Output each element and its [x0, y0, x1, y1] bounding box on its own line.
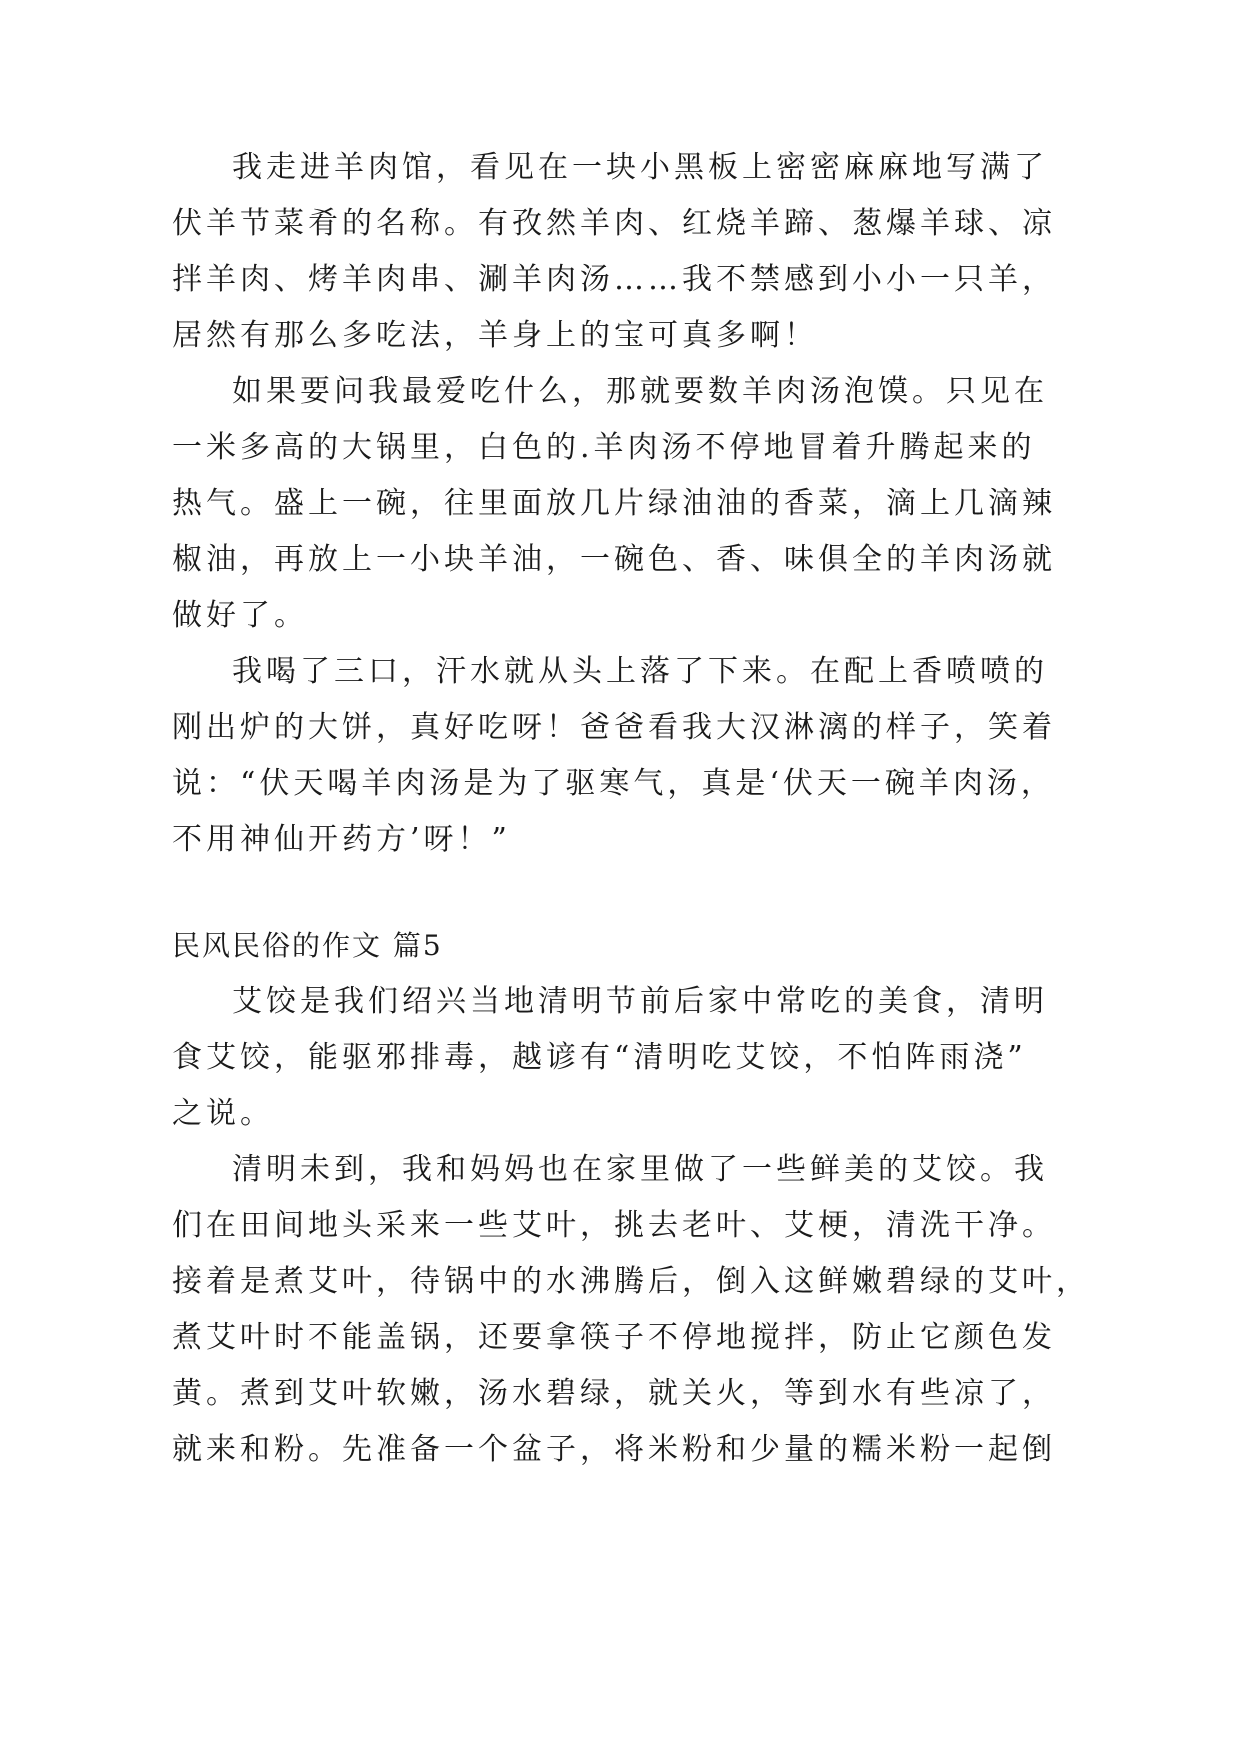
paragraph-line: 艾饺是我们绍兴当地清明节前后家中常吃的美食，清明 [232, 984, 1048, 1019]
paragraph-line: 接着是煮艾叶，待锅中的水沸腾后，倒入这鲜嫩碧绿的艾叶， [172, 1264, 1090, 1299]
paragraph-line: 椒油，再放上一小块羊油，一碗色、香、味俱全的羊肉汤就 [172, 542, 1056, 577]
paragraph-line: 不用神仙开药方’呀！” [172, 822, 511, 857]
paragraph-line: 刚出炉的大饼，真好吃呀！爸爸看我大汉淋漓的样子，笑着 [172, 710, 1056, 745]
paragraph-line: 伏羊节菜肴的名称。有孜然羊肉、红烧羊蹄、葱爆羊球、凉 [172, 206, 1056, 241]
paragraph-line: 拌羊肉、烤羊肉串、涮羊肉汤……我不禁感到小小一只羊， [172, 262, 1056, 297]
paragraph-line: 清明未到，我和妈妈也在家里做了一些鲜美的艾饺。我 [232, 1152, 1048, 1187]
paragraph-line: 如果要问我最爱吃什么，那就要数羊肉汤泡馍。只见在 [232, 374, 1048, 409]
paragraph-line: 煮艾叶时不能盖锅，还要拿筷子不停地搅拌，防止它颜色发 [172, 1320, 1056, 1355]
paragraph-line: 食艾饺，能驱邪排毒，越谚有“清明吃艾饺，不怕阵雨浇” [172, 1040, 1027, 1075]
paragraph-line: 就来和粉。先准备一个盆子，将米粉和少量的糯米粉一起倒 [172, 1432, 1056, 1467]
paragraph-line: 做好了。 [172, 598, 308, 633]
paragraph-line: 们在田间地头采来一些艾叶，挑去老叶、艾梗，清洗干净。 [172, 1208, 1056, 1243]
paragraph-line: 一米多高的大锅里，白色的.羊肉汤不停地冒着升腾起来的 [172, 430, 1036, 465]
paragraph-line: 之说。 [172, 1096, 274, 1131]
paragraph-line: 我喝了三口，汗水就从头上落了下来。在配上香喷喷的 [232, 654, 1048, 689]
paragraph-line: 居然有那么多吃法，羊身上的宝可真多啊！ [172, 318, 818, 353]
paragraph-line: 黄。煮到艾叶软嫩，汤水碧绿，就关火，等到水有些凉了， [172, 1376, 1056, 1411]
paragraph-line: 说：“伏天喝羊肉汤是为了驱寒气，真是‘伏天一碗羊肉汤， [172, 766, 1055, 801]
paragraph-line: 我走进羊肉馆，看见在一块小黑板上密密麻麻地写满了 [232, 150, 1048, 185]
paragraph-line: 热气。盛上一碗，往里面放几片绿油油的香菜，滴上几滴辣 [172, 486, 1056, 521]
section-heading: 民风民俗的作文 篇5 [172, 929, 443, 962]
